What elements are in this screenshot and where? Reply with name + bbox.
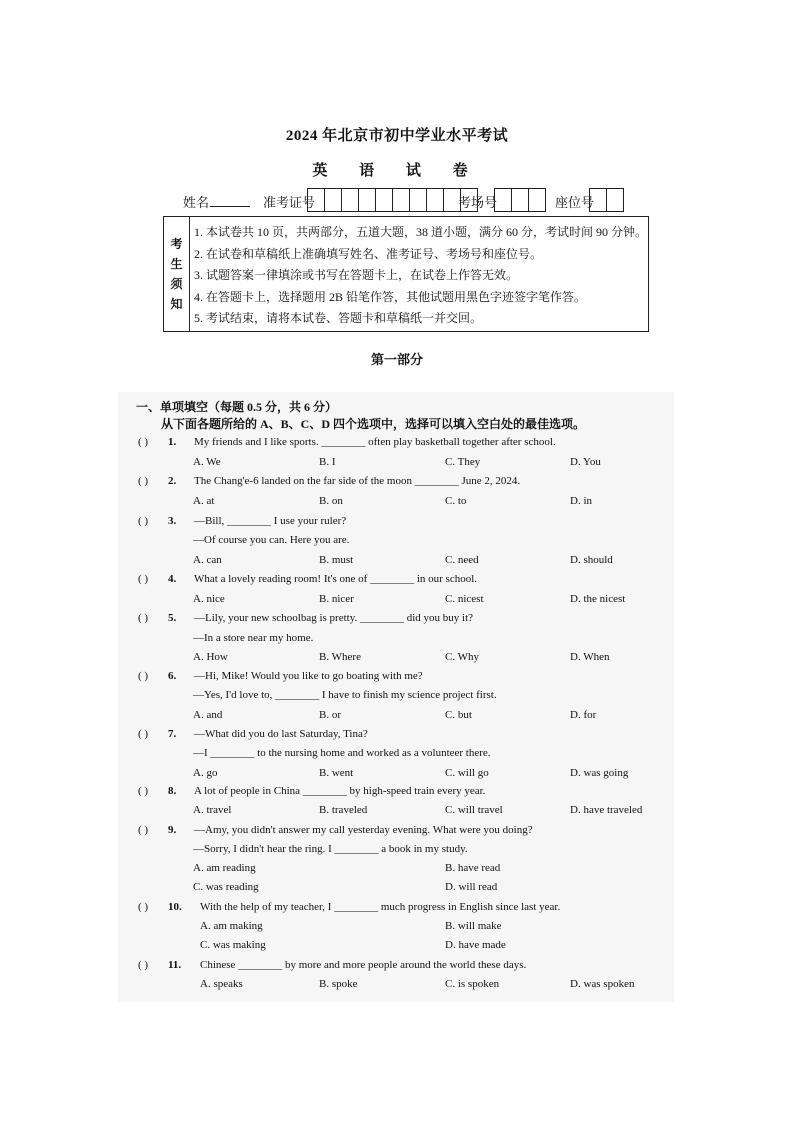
question-number: 9. <box>168 824 177 836</box>
question-number: 8. <box>168 785 177 797</box>
option-b: B. I <box>319 456 336 468</box>
notice-char: 考 <box>170 237 183 251</box>
notice-item: 3. 试题答案一律填涂或书写在答题卡上，在试卷上作答无效。 <box>194 268 519 282</box>
option-c: C. need <box>445 554 479 566</box>
notice-item: 4. 在答题卡上，选择题用 2B 铅笔作答，其他试题用黑色字迹签字笔作答。 <box>194 289 587 304</box>
notice-item: 5. 考试结束，请将本试卷、答题卡和草稿纸一并交回。 <box>194 311 483 325</box>
answer-blank[interactable]: ( ) <box>138 612 149 624</box>
exam-room-boxes[interactable] <box>495 188 546 212</box>
option-d: D. have made <box>445 939 506 951</box>
section-instruction: 从下面各题所给的 A、B、C、D 四个选项中，选择可以填入空白处的最佳选项。 <box>161 417 586 431</box>
answer-blank[interactable]: ( ) <box>138 670 149 682</box>
answer-blank[interactable]: ( ) <box>138 515 149 527</box>
option-d: D. was spoken <box>570 978 635 990</box>
question-number: 6. <box>168 670 177 682</box>
option-b: B. or <box>319 709 341 721</box>
option-a: A. and <box>193 709 223 721</box>
option-a: A. travel <box>193 804 232 816</box>
question-number: 4. <box>168 573 177 585</box>
question-number: 10. <box>168 901 182 913</box>
option-a: A. go <box>193 767 218 779</box>
option-c: C. is spoken <box>445 978 500 990</box>
option-a: A. am reading <box>193 862 256 874</box>
question-number: 5. <box>168 612 177 624</box>
candidate-info-row <box>183 188 643 212</box>
question-stem: A lot of people in China ________ by high-speed train every year. <box>194 785 486 797</box>
exam-id-label: 准考证号 <box>263 195 316 210</box>
question-stem: My friends and I like sports. ________ often play basketball together after school. <box>194 436 556 448</box>
part-title: 第一部分 <box>370 352 423 367</box>
option-c: C. They <box>445 456 481 468</box>
question-stem: Chinese ________ by more and more people around the world these days. <box>200 959 527 971</box>
question-stem: —What did you do last Saturday, Tina? <box>194 728 368 740</box>
option-c: C. was making <box>200 939 266 951</box>
option-a: A. speaks <box>200 978 243 990</box>
option-c: C. Why <box>445 651 480 663</box>
question-number: 11. <box>168 959 182 971</box>
option-c: C. nicest <box>445 593 484 605</box>
option-d: D. the nicest <box>570 593 626 605</box>
option-b: B. went <box>319 767 354 779</box>
option-d: D. should <box>570 554 613 566</box>
option-a: A. We <box>193 456 221 468</box>
option-d: D. When <box>570 651 610 663</box>
answer-blank[interactable]: ( ) <box>138 824 149 836</box>
question-reply: —Yes, I'd love to, ________ I have to finish my science project first. <box>193 689 497 701</box>
question-reply: —Sorry, I didn't hear the ring. I ________ a book in my study. <box>193 843 468 855</box>
exam-id-boxes[interactable] <box>308 188 478 212</box>
paper-subtitle: 英 语 试 卷 <box>312 163 482 179</box>
question-number: 3. <box>168 515 177 527</box>
question-stem: With the help of my teacher, I ________ much progress in English since last year. <box>200 901 561 913</box>
option-c: C. will travel <box>445 804 503 816</box>
answer-blank[interactable]: ( ) <box>138 959 149 971</box>
option-a: A. am making <box>200 920 263 932</box>
option-d: D. You <box>570 456 601 468</box>
question-stem: —Lily, your new schoolbag is pretty. ________ did you buy it? <box>194 612 474 624</box>
candidate-notice-box <box>163 216 649 332</box>
answer-blank[interactable]: ( ) <box>138 728 149 740</box>
answer-blank[interactable]: ( ) <box>138 785 149 797</box>
question-number: 1. <box>168 436 177 448</box>
question-reply: —I ________ to the nursing home and worked as a volunteer there. <box>193 747 491 759</box>
notice-item: 2. 在试卷和草稿纸上准确填写姓名、准考证号、考场号和座位号。 <box>194 246 543 261</box>
question-number: 7. <box>168 728 177 740</box>
question-reply: —In a store near my home. <box>193 632 314 644</box>
notice-char: 知 <box>170 297 183 311</box>
question-stem: The Chang'e-6 landed on the far side of the moon ________ June 2, 2024. <box>194 475 521 487</box>
option-b: B. traveled <box>319 804 368 816</box>
question-stem: What a lovely reading room! It's one of ________ in our school. <box>194 573 478 585</box>
exam-section <box>118 392 674 1002</box>
answer-blank[interactable]: ( ) <box>138 436 149 448</box>
option-b: B. spoke <box>319 978 358 990</box>
notice-side-label <box>164 217 190 331</box>
option-b: B. nicer <box>319 593 354 605</box>
question-reply: —Of course you can. Here you are. <box>193 534 350 546</box>
answer-blank[interactable]: ( ) <box>138 475 149 487</box>
option-a: A. How <box>193 651 228 663</box>
seat-label: 座位号 <box>555 195 595 210</box>
option-d: D. will read <box>445 881 498 893</box>
option-b: B. on <box>319 495 343 507</box>
option-a: A. at <box>193 495 215 507</box>
answer-blank[interactable]: ( ) <box>138 901 149 913</box>
option-c: C. was reading <box>193 881 259 893</box>
notice-char: 须 <box>170 277 183 291</box>
notice-item: 1. 本试卷共 10 页，共两部分，五道大题，38 道小题，满分 60 分，考试时间 90 分钟。 <box>194 225 648 239</box>
option-c: C. but <box>445 709 472 721</box>
question-number: 2. <box>168 475 177 487</box>
option-b: B. will make <box>445 920 502 932</box>
exam-room-label: 考场号 <box>458 195 498 210</box>
section-title: 一、单项填空（每题 0.5 分，共 6 分） <box>136 400 338 414</box>
seat-boxes[interactable] <box>590 188 624 212</box>
option-d: D. for <box>570 709 597 721</box>
option-b: B. have read <box>445 862 501 874</box>
answer-blank[interactable]: ( ) <box>138 573 149 585</box>
question-stem: —Hi, Mike! Would you like to go boating with me? <box>194 670 423 682</box>
exam-title: 2024 年北京市初中学业水平考试 <box>285 128 509 144</box>
option-a: A. can <box>193 554 222 566</box>
notice-char: 生 <box>170 257 183 271</box>
name-label: 姓名 <box>183 195 210 210</box>
option-b: B. Where <box>319 651 361 663</box>
option-d: D. in <box>570 495 592 507</box>
option-c: C. will go <box>445 767 489 779</box>
option-a: A. nice <box>193 593 225 605</box>
option-b: B. must <box>319 554 354 566</box>
option-d: D. was going <box>570 767 629 779</box>
question-stem: —Amy, you didn't answer my call yesterday evening. What were you doing? <box>194 824 533 836</box>
name-field[interactable] <box>210 205 250 207</box>
option-c: C. to <box>445 495 467 507</box>
option-d: D. have traveled <box>570 804 643 816</box>
question-stem: —Bill, ________ I use your ruler? <box>194 515 347 527</box>
